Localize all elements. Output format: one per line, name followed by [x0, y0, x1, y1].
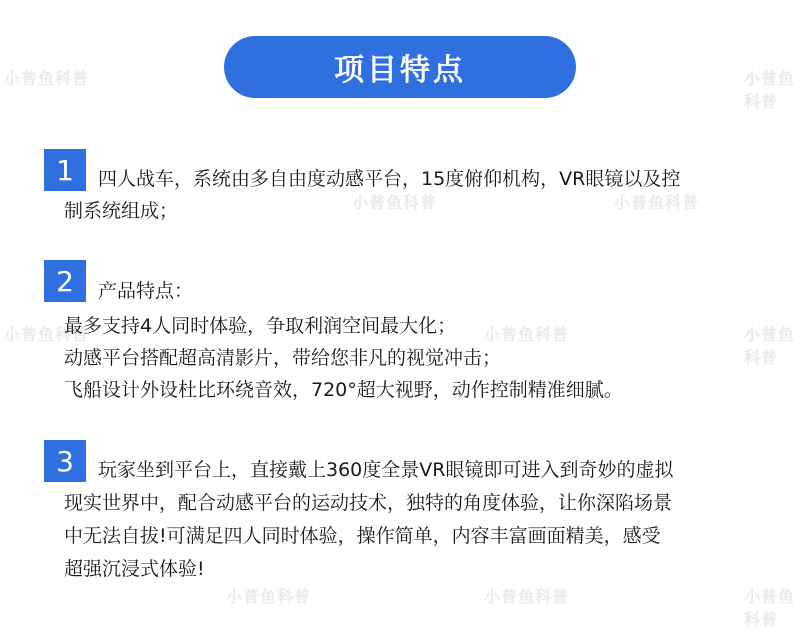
section-title — [224, 36, 576, 98]
watermark: 小普鱼科普 — [4, 325, 90, 344]
watermark: 小普鱼科普 — [352, 193, 438, 212]
item-text-line: 产品特点： — [98, 280, 194, 302]
watermark: 小普鱼科普 — [744, 69, 796, 111]
item-text-line: 四人战车，系统由多自由度动感平台，15度俯仰机构，VR眼镜以及控 — [98, 168, 681, 190]
watermark: 小普鱼科普 — [484, 587, 570, 606]
item-number-badge — [44, 260, 86, 302]
item-number: 2 — [56, 264, 74, 298]
item-text-line: 动感平台搭配超高清影片，带给您非凡的视觉冲击； — [64, 347, 502, 369]
section-title-text: 项目特点 — [334, 53, 466, 88]
item-number: 1 — [56, 153, 74, 187]
item-number-badge — [44, 440, 86, 482]
watermark: 小普鱼科普 — [614, 193, 700, 212]
watermark: 小普鱼科普 — [744, 325, 796, 367]
item-text-line: 玩家坐到平台上，直接戴上360度全景VR眼镜即可进入到奇妙的虚拟 — [98, 459, 674, 481]
watermark: 小普鱼科普 — [4, 69, 90, 88]
item-number-badge — [44, 149, 86, 191]
item-text-line: 超强沉浸式体验! — [64, 558, 205, 580]
item-text-line: 现实世界中，配合动感平台的运动技术，独特的角度体验，让你深陷场景 — [64, 492, 673, 514]
watermark: 小普鱼科普 — [484, 325, 570, 344]
item-text-line: 中无法自拔!可满足四人同时体验，操作简单，内容丰富画面精美，感受 — [64, 525, 661, 547]
watermark: 小普鱼科普 — [226, 587, 312, 606]
item-text-line: 制系统组成； — [64, 200, 179, 222]
watermark: 小普鱼科普 — [744, 587, 796, 629]
item-text-line: 最多支持4人同时体验，争取利润空间最大化； — [64, 315, 457, 337]
item-number: 3 — [56, 444, 74, 478]
item-text-line: 飞船设计外设杜比环绕音效，720°超大视野，动作控制精准细腻。 — [64, 379, 623, 401]
